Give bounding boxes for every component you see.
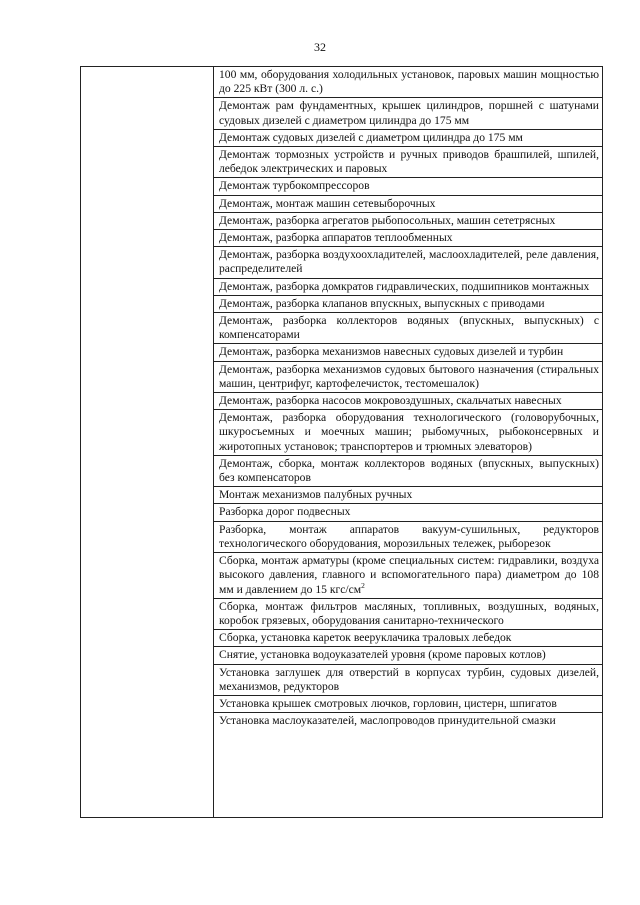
operation-row (214, 599, 602, 630)
operation-row (214, 647, 602, 664)
operation-text: Демонтаж, разборка аппаратов теплообменных (219, 231, 453, 245)
operation-text: Демонтаж, разборка воздухоохладителей, маслоохладителей, реле давления, распределителей (219, 248, 599, 276)
operation-text: Демонтаж, разборка домкратов гидравлических, подшипников монтажных (219, 279, 590, 293)
operations-cell (214, 67, 603, 818)
operation-row (214, 130, 602, 147)
operation-row (214, 344, 602, 361)
operation-text: Демонтаж, разборка механизмов навесных судовых дизелей и турбин (219, 345, 564, 359)
operation-row (214, 553, 602, 599)
operation-text: Разборка, монтаж аппаратов вакуум-сушильных, редукторов технологического оборудования, морозильных тележек, рыборезок (219, 522, 599, 550)
operation-text: Сборка, установка кареток вееруклачика траловых лебедок (219, 631, 512, 645)
operation-text: Демонтаж, монтаж машин сетевыборочных (219, 196, 436, 210)
operation-row (214, 296, 602, 313)
operation-row (214, 196, 602, 213)
operation-row (214, 504, 602, 521)
operation-row (214, 393, 602, 410)
operation-text: Установка маслоуказателей, маслопроводов принудительной смазки (219, 714, 556, 728)
operation-text: Сборка, монтаж фильтров масляных, топливных, воздушных, водяных, коробок грязевых, оборудования санитарно-технического (219, 599, 599, 627)
operation-row (214, 98, 602, 129)
empty-left-cell (81, 67, 214, 818)
operations-list (214, 67, 602, 817)
operation-row (214, 213, 602, 230)
operation-row (214, 178, 602, 195)
operation-row (214, 696, 602, 713)
operation-row (214, 713, 602, 729)
unit-superscript: 2 (361, 580, 365, 590)
operation-row (214, 630, 602, 647)
operation-text: Разборка дорог подвесных (219, 505, 351, 519)
operation-row (214, 230, 602, 247)
operation-text: Снятие, установка водоуказателей уровня (кроме паровых котлов) (219, 648, 546, 662)
operation-row (214, 487, 602, 504)
operation-row (214, 456, 602, 487)
operation-text: Демонтаж, сборка, монтаж коллекторов водяных (впускных, выпускных) без компенсаторов (219, 456, 599, 485)
operations-table (80, 66, 603, 818)
operation-text: Демонтаж, разборка клапанов впускных, выпускных с приводами (219, 296, 545, 310)
operation-row (214, 279, 602, 296)
operation-text: Демонтаж, разборка коллекторов водяных (впускных, выпускных) с компенсаторами (219, 314, 599, 342)
operation-text: Демонтаж, разборка насосов мокровоздушных, скальчатых навесных (219, 394, 562, 408)
operation-text: Монтаж механизмов палубных ручных (219, 488, 413, 502)
operation-row (214, 665, 602, 696)
operation-row (214, 362, 602, 393)
operation-row (214, 67, 602, 98)
operation-text: Сборка, монтаж арматуры (кроме специальных систем: гидравлики, воздуха высокого давления, главного и вспомогательного пара) диаметром до 108 мм и давлением до 15 кгс/см (219, 554, 599, 596)
operation-row (214, 247, 602, 278)
table-row (81, 67, 603, 818)
operation-row (214, 522, 602, 553)
operation-row (214, 410, 602, 456)
operation-text: Установка крышек смотровых лючков, горловин, цистерн, шпигатов (219, 696, 557, 710)
operation-row (214, 147, 602, 178)
operation-text: Демонтаж рам фундаментных, крышек цилиндров, поршней с шатунами судовых дизелей с диаметром цилиндра до 175 мм (219, 99, 599, 127)
page-number: 32 (314, 40, 326, 54)
operation-row (214, 313, 602, 344)
operation-text: 100 мм, оборудования холодильных установок, паровых машин мощностью до 225 кВт (300 л. с.) (219, 68, 599, 96)
operation-text: Демонтаж турбокомпрессоров (219, 179, 370, 193)
operation-text: Демонтаж, разборка оборудования технологического (головорубочных, шкуросъемных и моечных машин; рыбомучных, рыбоконсервных и жиротопных установок; транспортеров и трюмных элеваторов) (219, 411, 599, 453)
operation-text: Демонтаж тормозных устройств и ручных приводов брашпилей, шпилей, лебедок электрических и паровых (219, 148, 599, 176)
operation-text: Демонтаж, разборка агрегатов рыбопосольных, машин сететрясных (219, 213, 556, 227)
operation-text: Демонтаж, разборка механизмов судовых бытового назначения (стиральных машин, центрифуг, картофелечисток, тестомешалок) (219, 362, 599, 390)
operation-text: Демонтаж судовых дизелей с диаметром цилиндра до 175 мм (219, 130, 523, 144)
operation-text: Установка заглушек для отверстий в корпусах турбин, судовых дизелей, механизмов, редукторов (219, 665, 599, 693)
